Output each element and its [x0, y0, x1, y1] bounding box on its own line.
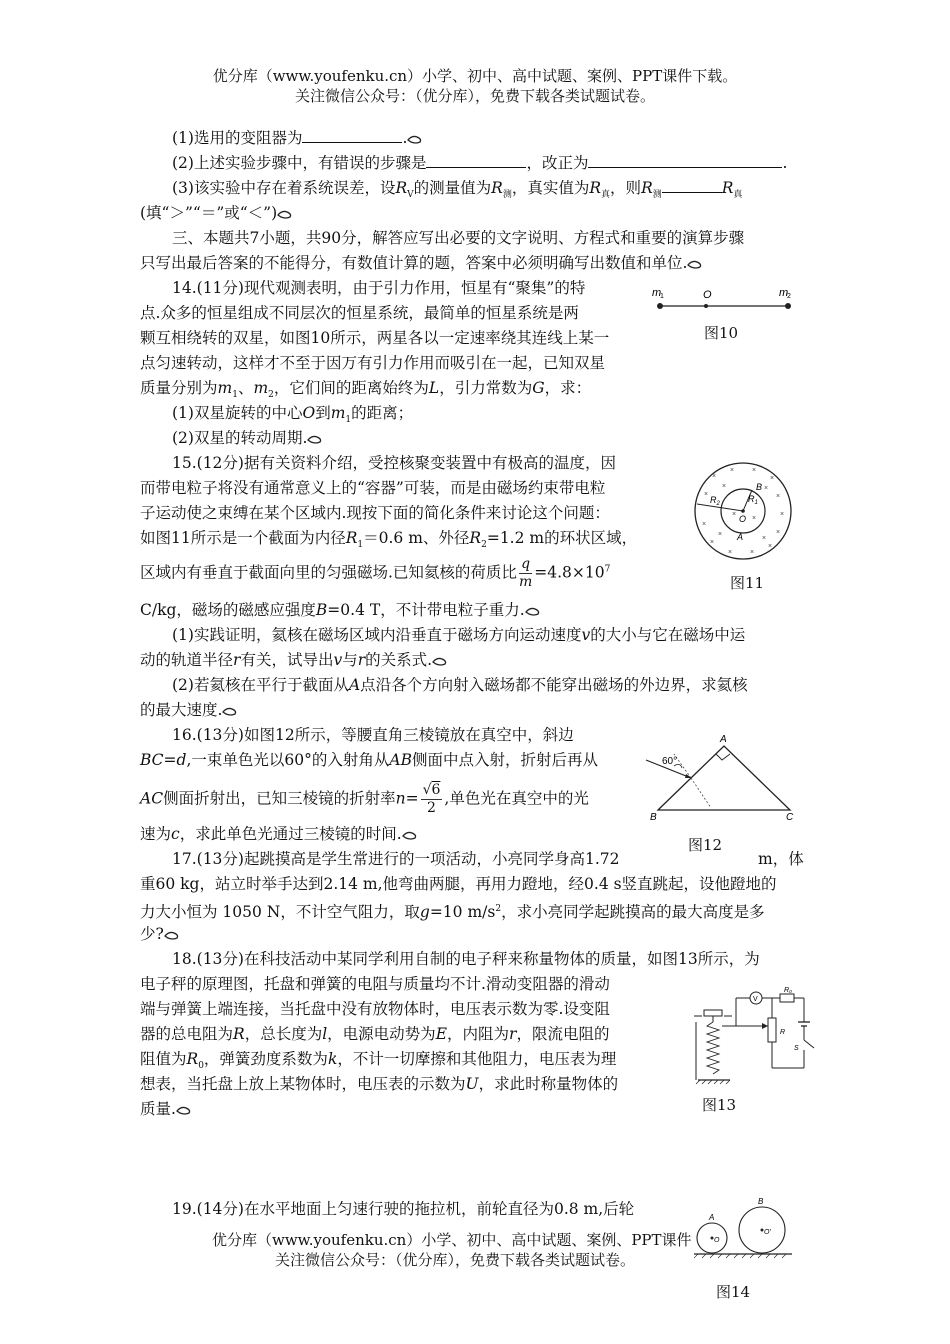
mouse-mark-icon: [525, 606, 541, 617]
svg-text:×: ×: [762, 535, 767, 542]
svg-text:×: ×: [728, 549, 733, 556]
svg-text:×: ×: [752, 515, 757, 522]
svg-text:×: ×: [752, 467, 757, 474]
q14-line5: 质量分别为$m_1$、$m_2$，它们间的距离始终为L，引力常数为G，求：: [140, 379, 592, 401]
q16-line1: 16.(13分)如图12所示，等腰直角三棱镜放在真空中，斜边: [172, 726, 574, 744]
q13-sub3: (3)该实验中存在着系统误差，设$R_V$的测量值为$R_测$，真实值为$R_真$，则$R_测$ $R_真$: [172, 176, 742, 207]
q18-line2: 电子秤的原理图，托盘和弹簧的电阻与质量均不计.滑动变阻器的滑动: [140, 975, 610, 993]
figure-10-binary-stars: [648, 282, 798, 322]
svg-text:×: ×: [722, 483, 727, 490]
fig12-angle-label: 60°: [662, 756, 678, 767]
q18-line3: 端与弹簧上端连接，当托盘中没有放物体时，电压表示数为零.设变阻: [140, 1000, 610, 1018]
fig12-C-label: C: [786, 812, 794, 822]
svg-text:×: ×: [776, 529, 781, 536]
q18-line1: 18.(13分)在科技活动中某同学利用自制的电子秤来称量物体的质量，如图13所示，为: [172, 950, 760, 968]
q16-line4: 速为c，求此单色光通过三棱镜的时间.: [140, 822, 418, 846]
q18-line5: 阻值为$R_0$，弹簧劲度系数为k，不计一切摩擦和其他阻力，电压表为理: [140, 1050, 617, 1072]
figure-14-tractor-wheels: [694, 1198, 794, 1266]
mouse-mark-icon: [432, 656, 448, 667]
q15-part2-a: (2)若氦核在平行于截面从A点沿各个方向射入磁场都不能穿出磁场的外边界，求氦核: [172, 676, 748, 694]
header-line-2: 关注微信公众号：（优分库），免费下载各类试题试卷。: [294, 87, 655, 105]
q13-sub3-hint: (填“＞”“＝”或“＜”): [140, 201, 293, 225]
q16-line2: BC=d,一束单色光以60°的入射角从AB侧面中点入射，折射后再从: [140, 751, 598, 769]
q18-line4: 器的总电阻为R，总长度为l，电源电动势为E，内阻为r，限流电阻的: [140, 1025, 610, 1043]
footer-line-2: 关注微信公众号：（优分库），免费下载各类试题试卷。: [275, 1251, 636, 1269]
header-line-1: 优分库（www.youfenku.cn）小学、初中、高中试题、案例、PPT课件下载。: [212, 67, 738, 85]
fig14-A-label: A: [709, 1213, 715, 1222]
q15-part1-b: 动的轨道半径r有关，试导出v与r的关系式.: [140, 648, 448, 672]
fig10-m2-label: m: [779, 287, 789, 299]
fig11-R1-label: $R_1$: [748, 494, 758, 506]
fig13-S-label: S: [794, 1045, 799, 1052]
mouse-mark-icon: [176, 1105, 192, 1116]
q17-line3: 力大小恒为 1050 N，不计空气阻力，取g=10 $m/s^2$，求小亮同学起跳摸高的最大高度是多: [140, 903, 765, 922]
svg-text:1: 1: [660, 293, 664, 300]
fig13-R0-label: R₀: [784, 987, 793, 994]
q16-line3: AC侧面折射出，已知三棱镜的折射率n= $\frac{√6}{2}$ ,单色光在真空中的光: [140, 782, 589, 816]
mouse-mark-icon: [222, 706, 238, 717]
svg-text:×: ×: [764, 485, 769, 492]
svg-text:×: ×: [730, 467, 735, 474]
q13-sub2: (2)上述实验步骤中，有错误的步骤是 ，改正为 .: [172, 151, 787, 175]
q14-part2: (2)双星的转动周期.: [172, 426, 323, 450]
mouse-mark-icon: [164, 930, 180, 941]
figure-11-ring-field: [692, 460, 794, 562]
q14-line2: 点.众多的恒星组成不同层次的恒星系统，最简单的恒星系统是两: [140, 304, 579, 322]
svg-text:×: ×: [732, 511, 737, 518]
q17-line4: 少?: [140, 922, 180, 946]
mouse-mark-icon: [277, 209, 293, 220]
fig14-O-label: O: [714, 1237, 720, 1244]
figure-11-caption: 图11: [730, 574, 765, 592]
figure-13-electronic-scale: [692, 982, 822, 1086]
svg-text:×: ×: [704, 491, 709, 498]
svg-text:×: ×: [710, 539, 715, 546]
fig13-voltmeter-label: V: [753, 996, 758, 1003]
fig12-A-label: A: [720, 734, 727, 745]
mouse-mark-icon: [402, 830, 418, 841]
fig11-B-label: B: [756, 482, 763, 492]
mouse-mark-icon: [307, 434, 323, 445]
svg-text:×: ×: [768, 543, 773, 550]
figure-10-caption: 图10: [704, 324, 739, 342]
fig14-B-label: B: [758, 1198, 764, 1206]
q14-part1: (1)双星旋转的中心O到$m_1$的距离；: [172, 404, 414, 426]
fig11-A-label: A: [737, 532, 744, 542]
q15-line1: 15.(12分)据有关资料介绍，受控核聚变装置中有极高的温度，因: [172, 454, 616, 472]
q14-line3: 颗互相绕转的双星，如图10所示，两星各以一定速率绕其连线上某一: [140, 329, 610, 347]
q15-part1-a: (1)实践证明，氦核在磁场区域内沿垂直于磁场方向运动速度v的大小与它在磁场中运: [172, 626, 746, 644]
q15-part2-b: 的最大速度.: [140, 698, 238, 722]
fig11-R2-label: $R_2$: [710, 495, 720, 507]
q17-line1: 17.(13分)起跳摸高是学生常进行的一项活动，小亮同学身高1.72: [172, 850, 620, 868]
svg-text:×: ×: [702, 521, 707, 528]
fig14-O2-label: O′: [764, 1229, 771, 1236]
refractive-index-fraction: $\frac{√6}{2}$: [422, 782, 441, 816]
fig10-m1-label: m: [652, 287, 662, 299]
figure-12-caption: 图12: [688, 836, 723, 854]
q15-line3: 子运动使之束缚在某个区域内.现按下面的简化条件来讨论这个问题：: [140, 504, 610, 522]
footer-line-1: 优分库（www.youfenku.cn）小学、初中、高中试题、案例、PPT课件: [212, 1231, 692, 1249]
q15-line5: 区域内有垂直于截面向里的匀强磁场.已知氦核的荷质比 $\frac{q}{m}$ $=4.8\times 10^7$: [140, 556, 611, 590]
q18-line7: 质量.: [140, 1097, 192, 1121]
q19-line1: 19.(14分)在水平地面上匀速行驶的拖拉机，前轮直径为0.8 m,后轮: [172, 1200, 635, 1218]
q15-line2: 而带电粒子将没有通常意义上的“容器”可装，而是由磁场约束带电粒: [140, 479, 606, 497]
q17-line2: 重60 kg，站立时举手达到2.14 m,他弯曲两腿，再用力蹬地，经0.4 s竖直跳起，设他蹬地的: [140, 875, 777, 893]
section3-line2: 只写出最后答案的不能得分，有数值计算的题，答案中必须明确写出数值和单位.: [140, 251, 703, 275]
svg-text:2: 2: [787, 293, 791, 300]
svg-text:×: ×: [750, 549, 755, 556]
charge-mass-fraction: $\frac{q}{m}$: [518, 556, 533, 590]
q15-line6: C/kg，磁场的磁感应强度B=0.4 T，不计带电粒子重力.: [140, 598, 541, 622]
section3-line1: 三、本题共7小题，共90分，解答应写出必要的文字说明、方程式和重要的演算步骤: [172, 229, 745, 247]
figure-14-caption: 图14: [716, 1283, 751, 1301]
mouse-mark-icon: [687, 259, 703, 270]
fig10-O-label: O: [703, 289, 712, 301]
svg-text:×: ×: [718, 531, 723, 538]
svg-text:×: ×: [712, 473, 717, 480]
q13-sub1: (1)选用的变阻器为 .: [172, 126, 423, 150]
q14-line1: 14.(11分)现代观测表明，由于引力作用，恒星有“聚集”的特: [172, 279, 586, 297]
svg-text:×: ×: [776, 493, 781, 500]
fig13-R-label: R: [780, 1029, 786, 1036]
figure-13-caption: 图13: [702, 1096, 737, 1114]
q14-line4: 点匀速转动，这样才不至于因万有引力作用而吸引在一起，已知双星: [140, 354, 606, 372]
svg-text:×: ×: [770, 475, 775, 482]
svg-text:×: ×: [780, 511, 785, 518]
fig11-O-label: O: [739, 514, 747, 524]
q18-line6: 想表，当托盘上放上某物体时，电压表的示数为U，求此时称量物体的: [140, 1075, 619, 1093]
fig12-B-label: B: [650, 812, 657, 822]
q17-line1-end: m，体: [758, 850, 804, 868]
mouse-mark-icon: [407, 134, 423, 145]
q15-line4: 如图11所示是一个截面为内径$R_1=0.6$ m、外径$R_2=1.2$ m的环状区域，: [140, 529, 638, 551]
figure-12-prism: [636, 732, 802, 822]
